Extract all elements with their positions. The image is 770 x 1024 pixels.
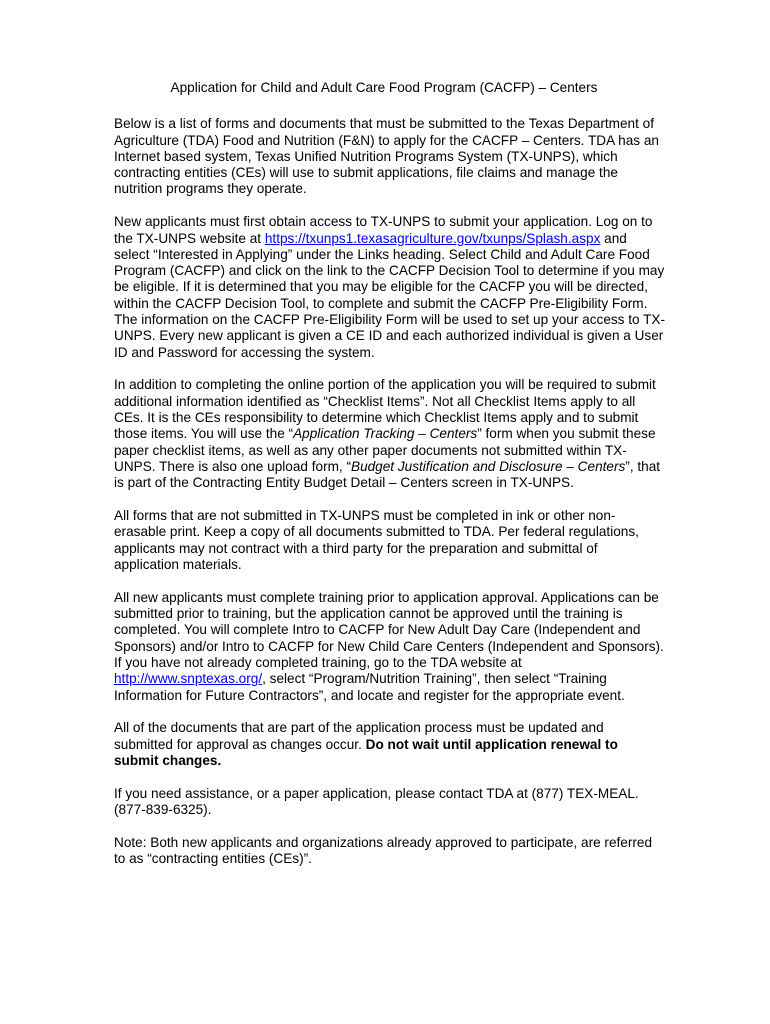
budget-justification-form-name: Budget Justification and Disclosure – Centers bbox=[351, 458, 626, 474]
application-tracking-form-name: Application Tracking – Centers bbox=[293, 426, 478, 442]
training-text-after-link: , select “Program/Nutrition Training”, then select “Training Information for Future Contractors”, and locate and register for the appropriate event. bbox=[114, 671, 625, 703]
training-text-before-link: All new applicants must complete training prior to application approval. Applications can be submitted prior to training, but the application cannot be approved until the training is completed. You will complete Intro to CACFP for New Adult Day Care (Independent and Sponsors) and/or Intro to CACFP for New Child Care Centers (Independent and Sponsors). If you have not already completed training, go to the TDA website at bbox=[114, 589, 664, 670]
paragraph-updates bbox=[114, 720, 666, 769]
checklist-text-3: ”, that is part of the Contracting Entity Budget Detail – Centers screen in TX-UNPS. bbox=[114, 458, 661, 491]
paragraph-checklist bbox=[114, 377, 666, 491]
paragraph-contact: If you need assistance, or a paper application, please contact TDA at (877) TEX-MEAL. (877-839-6325). bbox=[114, 785, 639, 817]
snptexas-link[interactable]: http://www.snptexas.org/ bbox=[114, 671, 263, 687]
updates-warning: Do not wait until application renewal to submit changes. bbox=[114, 736, 618, 768]
paragraph-note: Note: Both new applicants and organizations already approved to participate, are referred to as “contracting entities (CEs)”. bbox=[114, 834, 653, 867]
paragraph-access bbox=[114, 214, 666, 361]
paragraph-intro: Below is a list of forms and documents that must be submitted to the Texas Department of Agriculture (TDA) Food and Nutrition (F&N) to apply for the CACFP – Centers. TDA has an Internet based system, Texas Unified Nutrition Programs System (TX-UNPS), which contracting entities (CEs) will use to submit applications, file claims and manage the nutrition programs they operate. bbox=[114, 116, 659, 197]
updates-text: All of the documents that are part of the application process must be updated and submitted for approval as changes occur. bbox=[114, 720, 604, 752]
access-text-before-link: New applicants must first obtain access to TX-UNPS to submit your application. Log on to the TX-UNPS website at bbox=[114, 214, 653, 246]
checklist-text-1: In addition to completing the online portion of the application you will be required to submit additional information identified as “Checklist Items”. Not all Checklist Items apply to all CEs. It is the CEs responsibility to determine which Checklist Items apply and to submit those items. You will use the “ bbox=[114, 377, 656, 442]
document-title: Application for Child and Adult Care Food Program (CACFP) – Centers bbox=[170, 80, 598, 95]
txunps-link[interactable]: https://txunps1.texasagriculture.gov/txunps/Splash.aspx bbox=[264, 230, 601, 246]
access-text-after-link: and select “Interested in Applying” under the Links heading. Select Child and Adult Care Food Program (CACFP) and click on the link to the CACFP Decision Tool to determine if you may be eligible. If it is determined that you may be eligible for the CACFP you will be directed, within the CACFP Decision Tool, to complete and submit the CACFP Pre-Eligibility Form. The information on the CACFP Pre-Eligibility Form will be used to set up your access to TX-UNPS. Every new applicant is given a CE ID and each authorized individual is given a User ID and Password for accessing the system. bbox=[114, 230, 666, 360]
checklist-text-2: ” form when you submit these paper checklist items, as well as any other paper documents not submitted within TX-UNPS. There is also one upload form, “ bbox=[114, 426, 656, 474]
document-page bbox=[114, 80, 666, 884]
paragraph-forms: All forms that are not submitted in TX-UNPS must be completed in ink or other non-erasable print. Keep a copy of all documents submitted to TDA. Per federal regulations, applicants may not contract with a third party for the preparation and submittal of application materials. bbox=[114, 508, 639, 572]
paragraph-training bbox=[114, 590, 666, 704]
